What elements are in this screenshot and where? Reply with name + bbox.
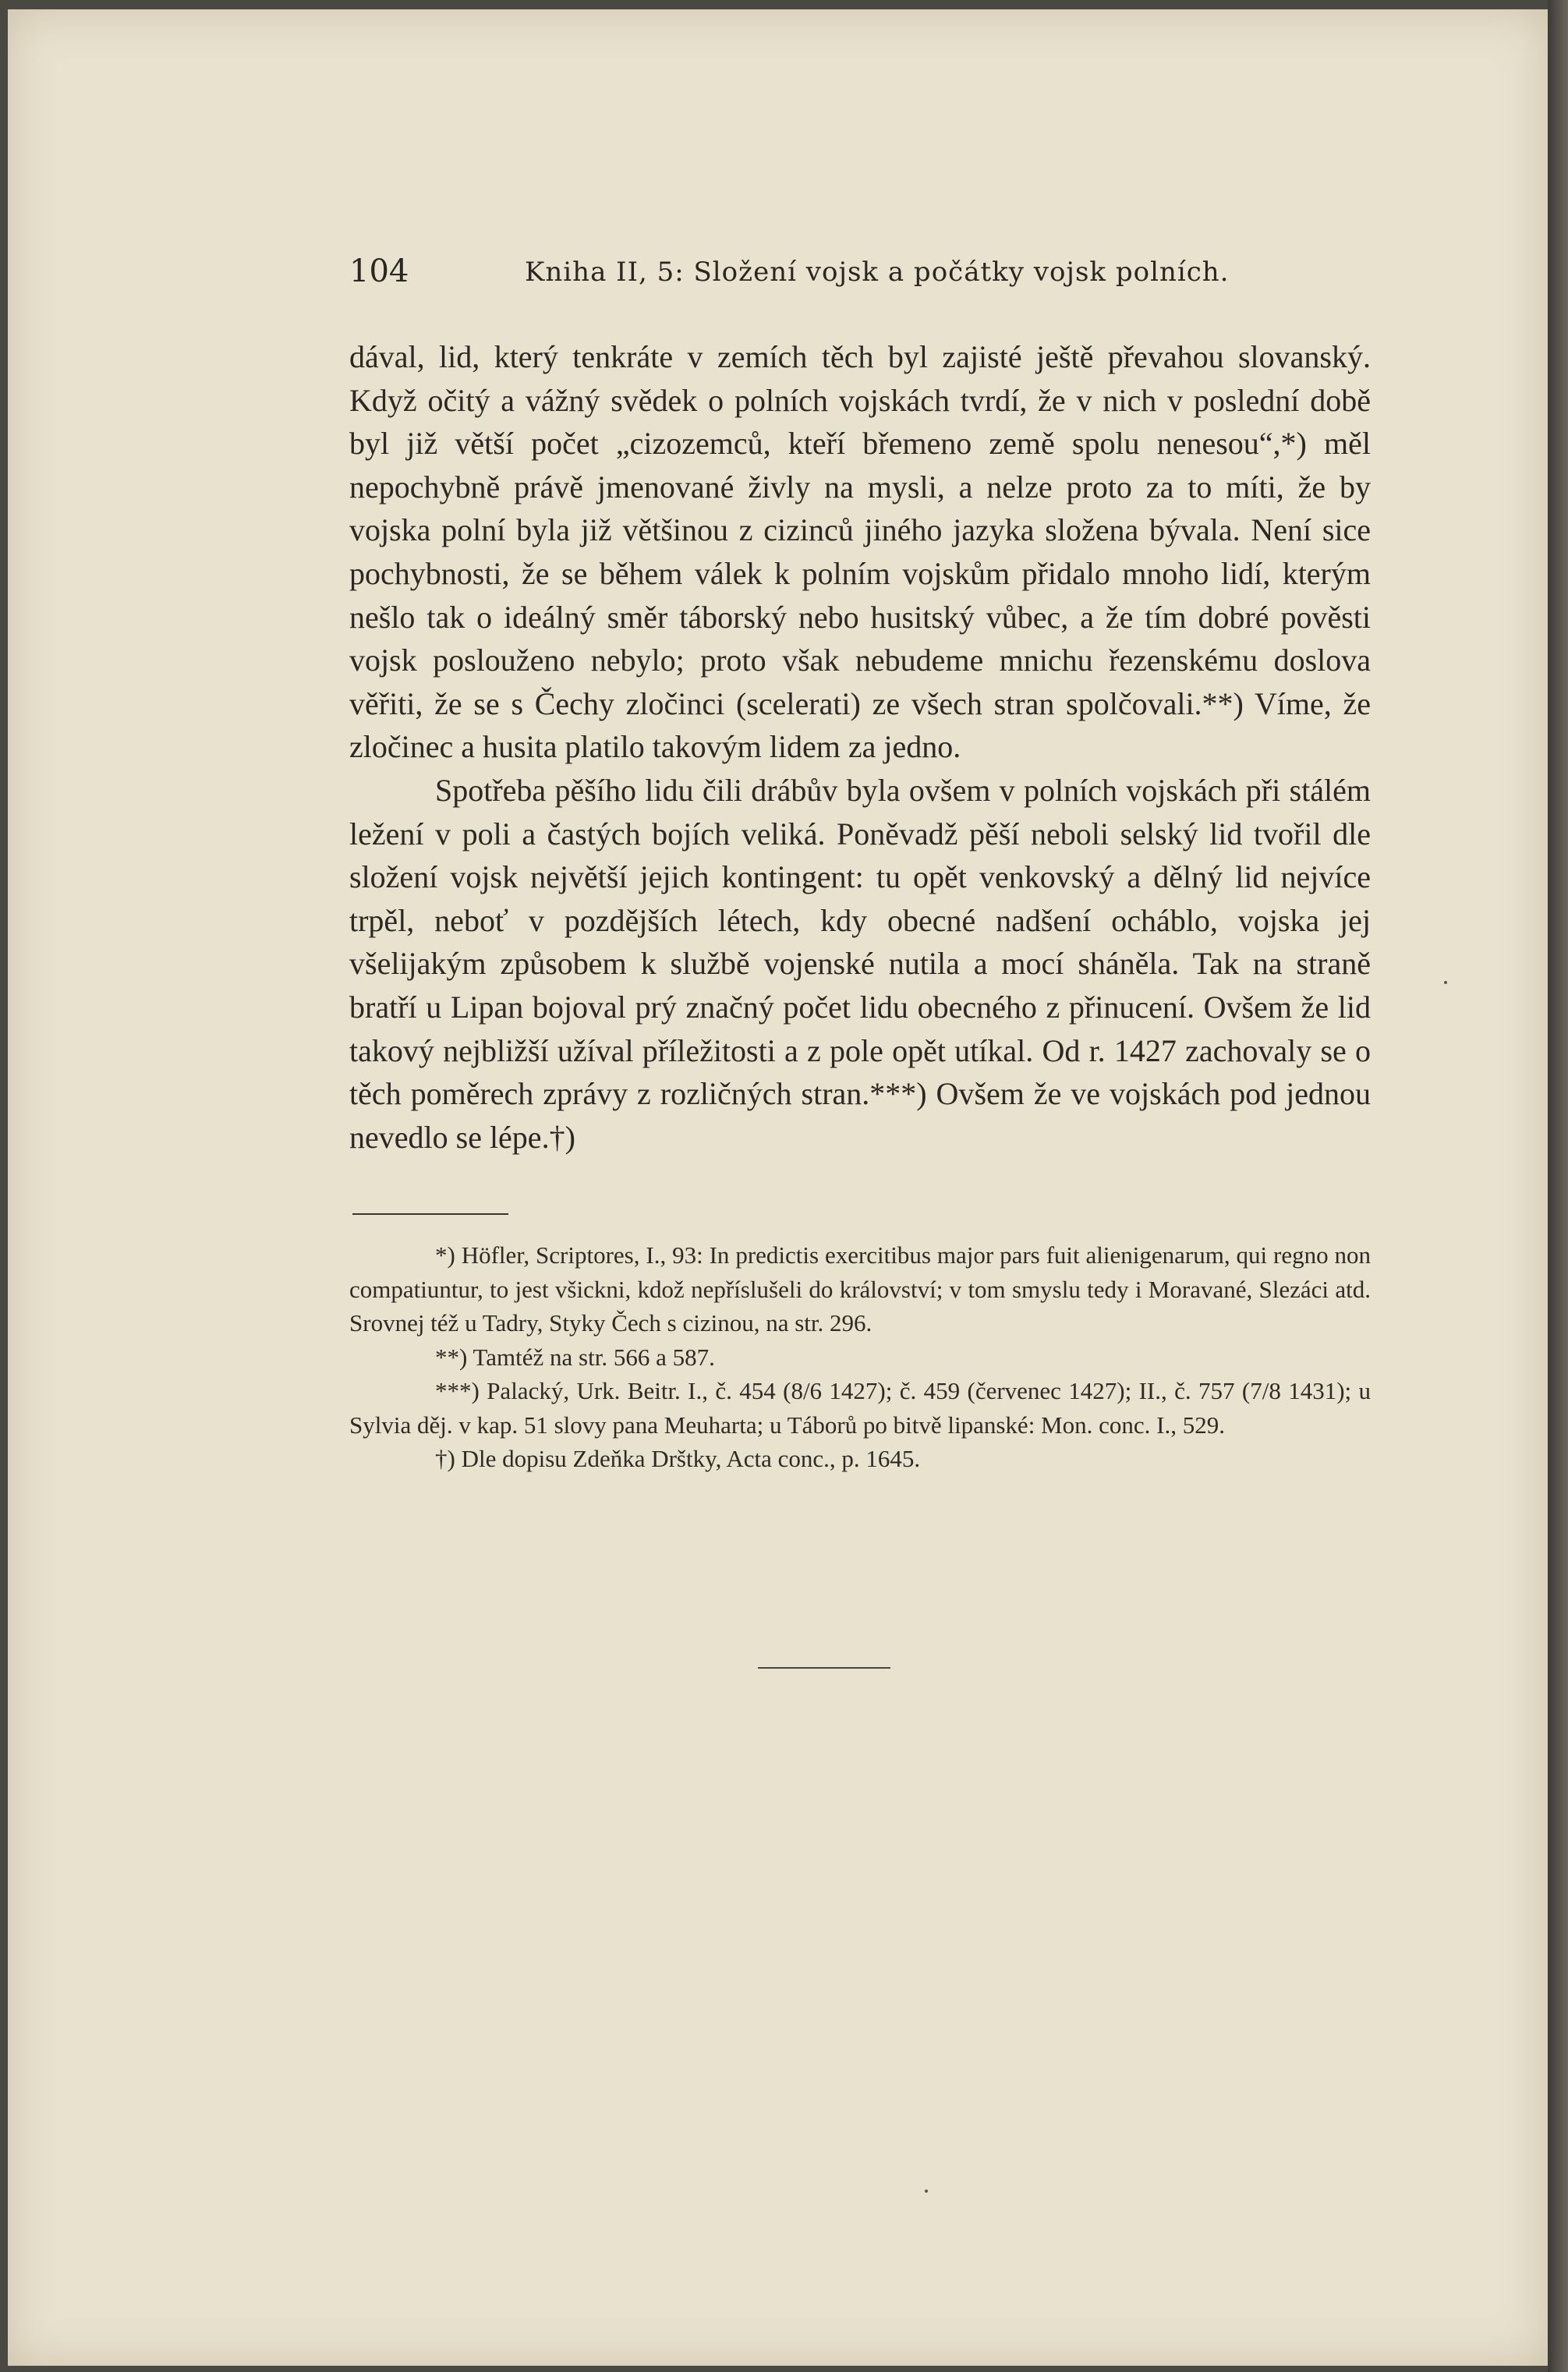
- footnote: †) Dle dopisu Zdeňka Drštky, Acta conc., p. 1645.: [435, 1445, 921, 1472]
- page-edge: [1548, 0, 1568, 2372]
- main-text: [349, 335, 1371, 1159]
- running-title: Kniha II, 5: Složení vojsk a počátky vojsk polních.: [525, 257, 1230, 288]
- paragraph: dával, lid, který tenkráte v zemích těch byl zajisté ještě převahou slovanský. Když očitý a vážný svědek o polních vojskách tvrdí, že v nich v poslední době byl již větší počet „cizozemců, kteří břemeno země spolu nenesou“,*) měl nepochybně právě jmenované živly na mysli, a nelze proto za to míti, že by vojska polní byla již většinou z cizinců jiného jazyka složena bývala. Není sice pochybnosti, že se během válek k polním vojskům přidalo mnoho lidí, kterým nešlo tak o ideálný směr táborský nebo husitský vůbec, a že tím dobré pověsti vojsk poslouženo nebylo; proto však nebudeme mnichu řezenskému doslova věřiti, že se s Čechy zločinci (scelerati) ze všech stran spolčovali.**) Víme, že zločinec a husita platilo takovým lidem za jedno.: [349, 339, 1371, 765]
- footnote: **) Tamtéž na str. 566 a 587.: [435, 1343, 715, 1371]
- footnote-separator: [352, 1213, 508, 1215]
- paragraph: Spotřeba pěšího lidu čili drábův byla ovšem v polních vojskách při stálém ležení v poli a častých bojích veliká. Poněvadž pěší neboli selský lid tvořil dle složení vojsk největší jejich kontingent: tu opět venkovský a dělný lid nejvíce trpěl, neboť v pozdějších létech, kdy obecné nadšení ocháblo, vojska jej všelijakým způsobem k službě vojenské nutila a mocí sháněla. Tak na straně bratří u Lipan bojoval prý značný počet lidu obecného z přinucení. Ovšem že lid takový nejbližší užíval příležitosti a z pole opět utíkal. Od r. 1427 zachovaly se o těch poměrech zprávy z rozličných stran.***) Ovšem že ve vojskách pod jednou nevedlo se lépe.†): [349, 772, 1371, 1155]
- end-rule: [758, 1667, 890, 1669]
- footnote: *) Höfler, Scriptores, I., 93: In predictis exercitibus major pars fuit alienigenarum, qui regno non compatiuntur, to jest všickni, kdož nepříslušeli do království; v tom smyslu tedy i Moravané, Slezáci atd. Srovnej též u Tadry, Styky Čech s cizinou, na str. 296.: [349, 1241, 1371, 1336]
- scan-speck: [1444, 981, 1447, 984]
- scan-speck: [925, 2190, 928, 2193]
- footnote: ***) Palacký, Urk. Beitr. I., č. 454 (8/6 1427); č. 459 (červenec 1427); II., č. 757 (7/8 1431); u Sylvia děj. v kap. 51 slovy pana Meuharta; u Táborů po bitvě lipanské: Mon. conc. I., 529.: [349, 1377, 1371, 1439]
- page-number: 104: [349, 253, 409, 289]
- footnotes: [349, 1238, 1371, 1476]
- page-header: [349, 253, 1371, 300]
